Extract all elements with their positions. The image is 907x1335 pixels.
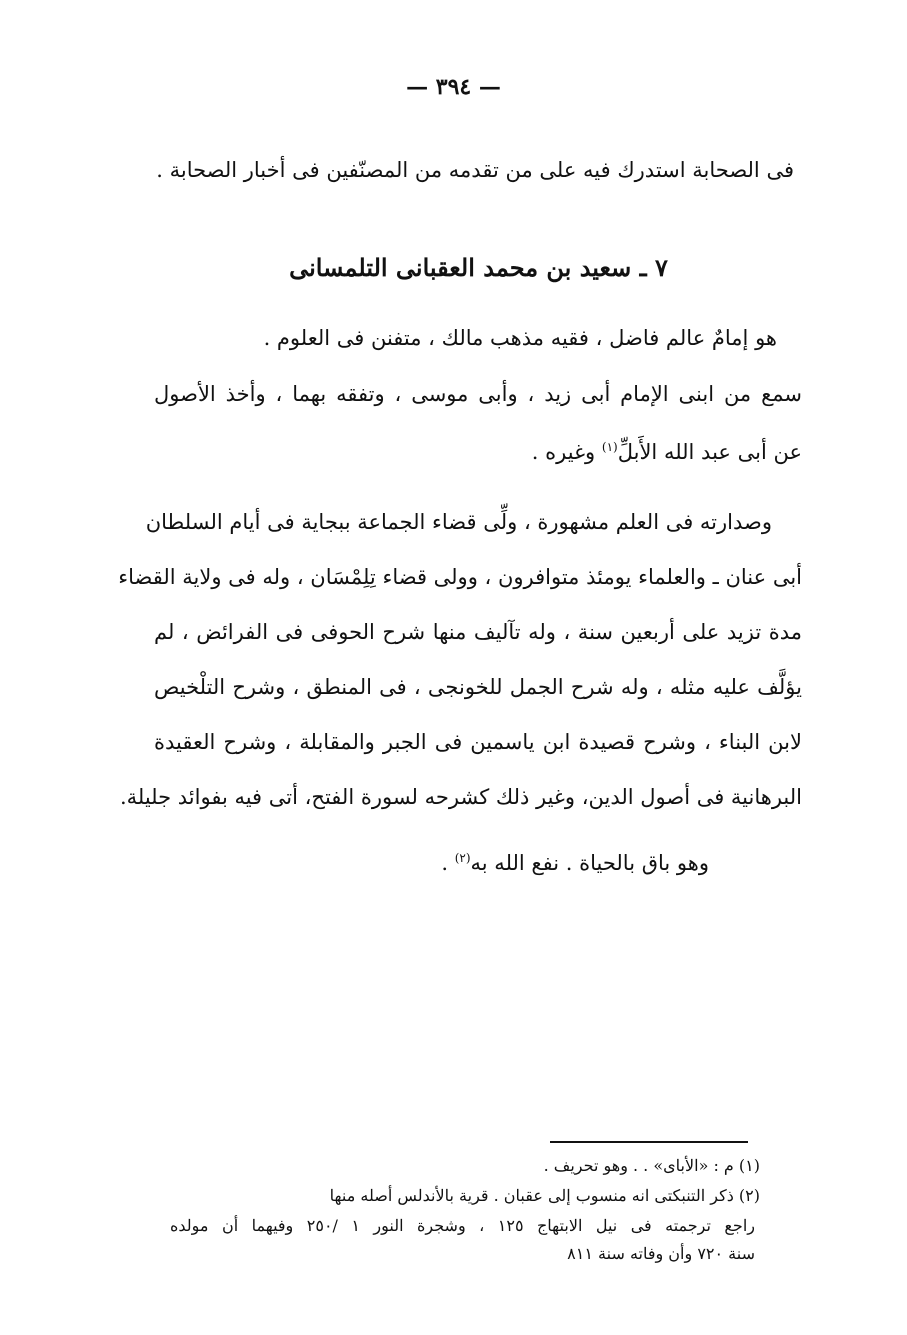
footnote-ref-2: (٢) xyxy=(454,851,471,865)
footnote-2-continuation-2: سنة ٧٢٠ وأن وفاته سنة ٨١١ xyxy=(567,1244,755,1263)
paragraph-3-line-3: مدة تزيد على أربعين سنة ، وله تآليف منها شرح الحوفى فى الفرائض ، لم xyxy=(154,620,802,644)
section-heading: ٧ ـ سعيد بن محمد العقبانى التلمسانى xyxy=(289,253,668,282)
paragraph-2-line-1: سمع من ابنى الإمام أبى زيد ، وأبى موسى ، وتفقه بهما ، وأخذ الأصول xyxy=(154,382,802,406)
paragraph-4-text: وهو باق بالحياة . نفع الله به xyxy=(470,851,709,875)
paragraph-2-line-2 xyxy=(532,441,802,463)
intro-line: فى الصحابة استدرك فيه على من تقدمه من المصنّفين فى أخبار الصحابة . xyxy=(156,158,794,182)
paragraph-3-line-1: وصدارته فى العلم مشهورة ، ولِّى قضاء الجماعة ببجاية فى أيام السلطان xyxy=(145,510,772,534)
footnote-1: (١) م : «الأباى» . . وهو تحريف . xyxy=(543,1156,760,1175)
footnote-separator xyxy=(550,1141,748,1143)
paragraph-4-end: . xyxy=(441,851,455,875)
paragraph-2-line-2-end: وغيره . xyxy=(531,440,602,464)
paragraph-3-line-5: لابن البناء ، وشرح قصيدة ابن ياسمين فى الجبر والمقابلة ، وشرح العقيدة xyxy=(154,730,802,754)
paragraph-2-line-2-text: عن أبى عبد الله الأَبلِّ xyxy=(617,440,802,464)
page-number: — ٣٩٤ — xyxy=(406,74,501,100)
footnote-2: (٢) ذكر التنبكتى انه منسوب إلى عقبان . قرية بالأندلس أصله منها xyxy=(329,1186,760,1205)
footnote-ref-1: (١) xyxy=(601,440,618,454)
paragraph-3-line-2: أبى عنان ـ والعلماء يومئذ متوافرون ، وولى قضاء تِلِمْسَان ، وله فى ولاية القضاء xyxy=(118,565,802,589)
paragraph-3-line-4: يؤلَّف عليه مثله ، وله شرح الجمل للخونجى ، فى المنطق ، وشرح التلْخيص xyxy=(154,675,802,699)
footnote-2-continuation-1: راجع ترجمته فى نيل الابتهاج ١٢٥ ، وشجرة النور ١ /٢٥٠ وفيهما أن مولده xyxy=(170,1216,755,1235)
paragraph-3-line-6: البرهانية فى أصول الدين، وغير ذلك كشرحه لسورة الفتح، أتى فيه بفوائد جليلة. xyxy=(119,785,802,809)
paragraph-4 xyxy=(441,852,709,874)
paragraph-1: هو إمامٌ عالم فاضل ، فقيه مذهب مالك ، متفنن فى العلوم . xyxy=(263,326,777,350)
